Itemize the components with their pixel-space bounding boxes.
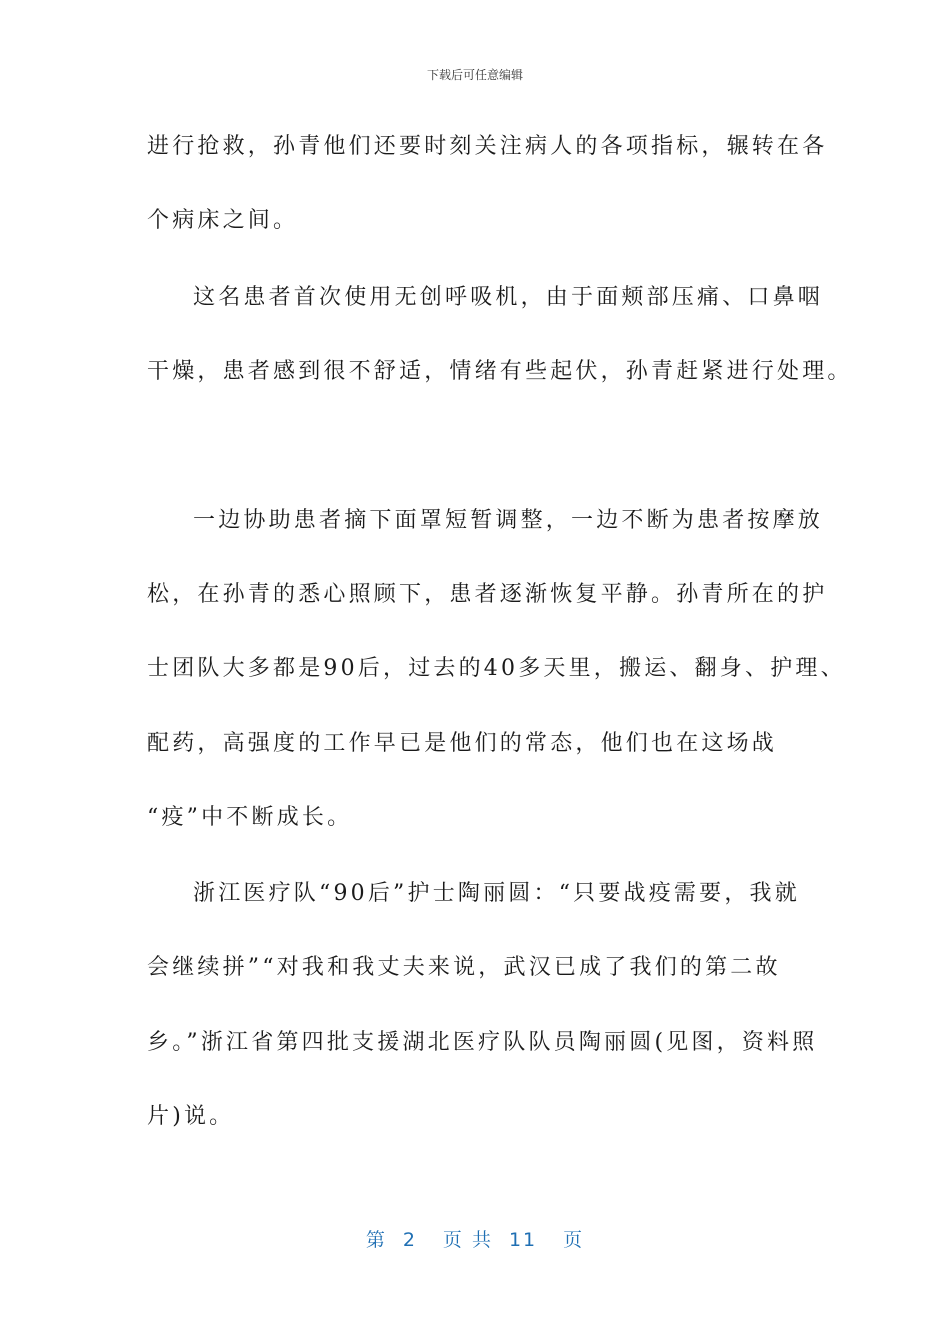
text-line: 乡。”浙江省第四批支援湖北医疗队队员陶丽圆(见图，资料照	[147, 1030, 818, 1055]
text-line: 浙江医疗队“90后”护士陶丽圆：“只要战疫需要，我就	[193, 881, 800, 906]
text-line: 干燥，患者感到很不舒适，情绪有些起伏，孙青赶紧进行处理。	[147, 359, 853, 384]
text-line: 片)说。	[147, 1104, 235, 1129]
footer-suffix: 页	[563, 1229, 585, 1251]
text-line: “疫”中不断成长。	[147, 805, 353, 830]
text-line: 会继续拼”“对我和我丈夫来说，武汉已成了我们的第二故	[147, 955, 781, 980]
text-line: 进行抢救，孙青他们还要时刻关注病人的各项指标，辗转在各	[147, 134, 828, 159]
current-page-number: 2	[402, 1229, 417, 1251]
text-line: 配药，高强度的工作早已是他们的常态，他们也在这场战	[147, 731, 778, 756]
text-line: 个病床之间。	[147, 208, 299, 233]
text-line: 松，在孙青的悉心照顾下，患者逐渐恢复平静。孙青所在的护	[147, 582, 828, 607]
footer-prefix: 第	[365, 1229, 387, 1251]
total-pages-number: 11	[508, 1229, 538, 1251]
page-header: 下载后可任意编辑	[426, 68, 523, 82]
page-footer	[0, 1225, 950, 1252]
text-line: 这名患者首次使用无创呼吸机，由于面颊部压痛、口鼻咽	[193, 285, 824, 310]
text-line: 士团队大多都是90后，过去的40多天里，搬运、翻身、护理、	[147, 656, 846, 681]
footer-middle: 页 共	[442, 1229, 493, 1251]
text-line: 一边协助患者摘下面罩短暂调整，一边不断为患者按摩放	[193, 508, 824, 533]
